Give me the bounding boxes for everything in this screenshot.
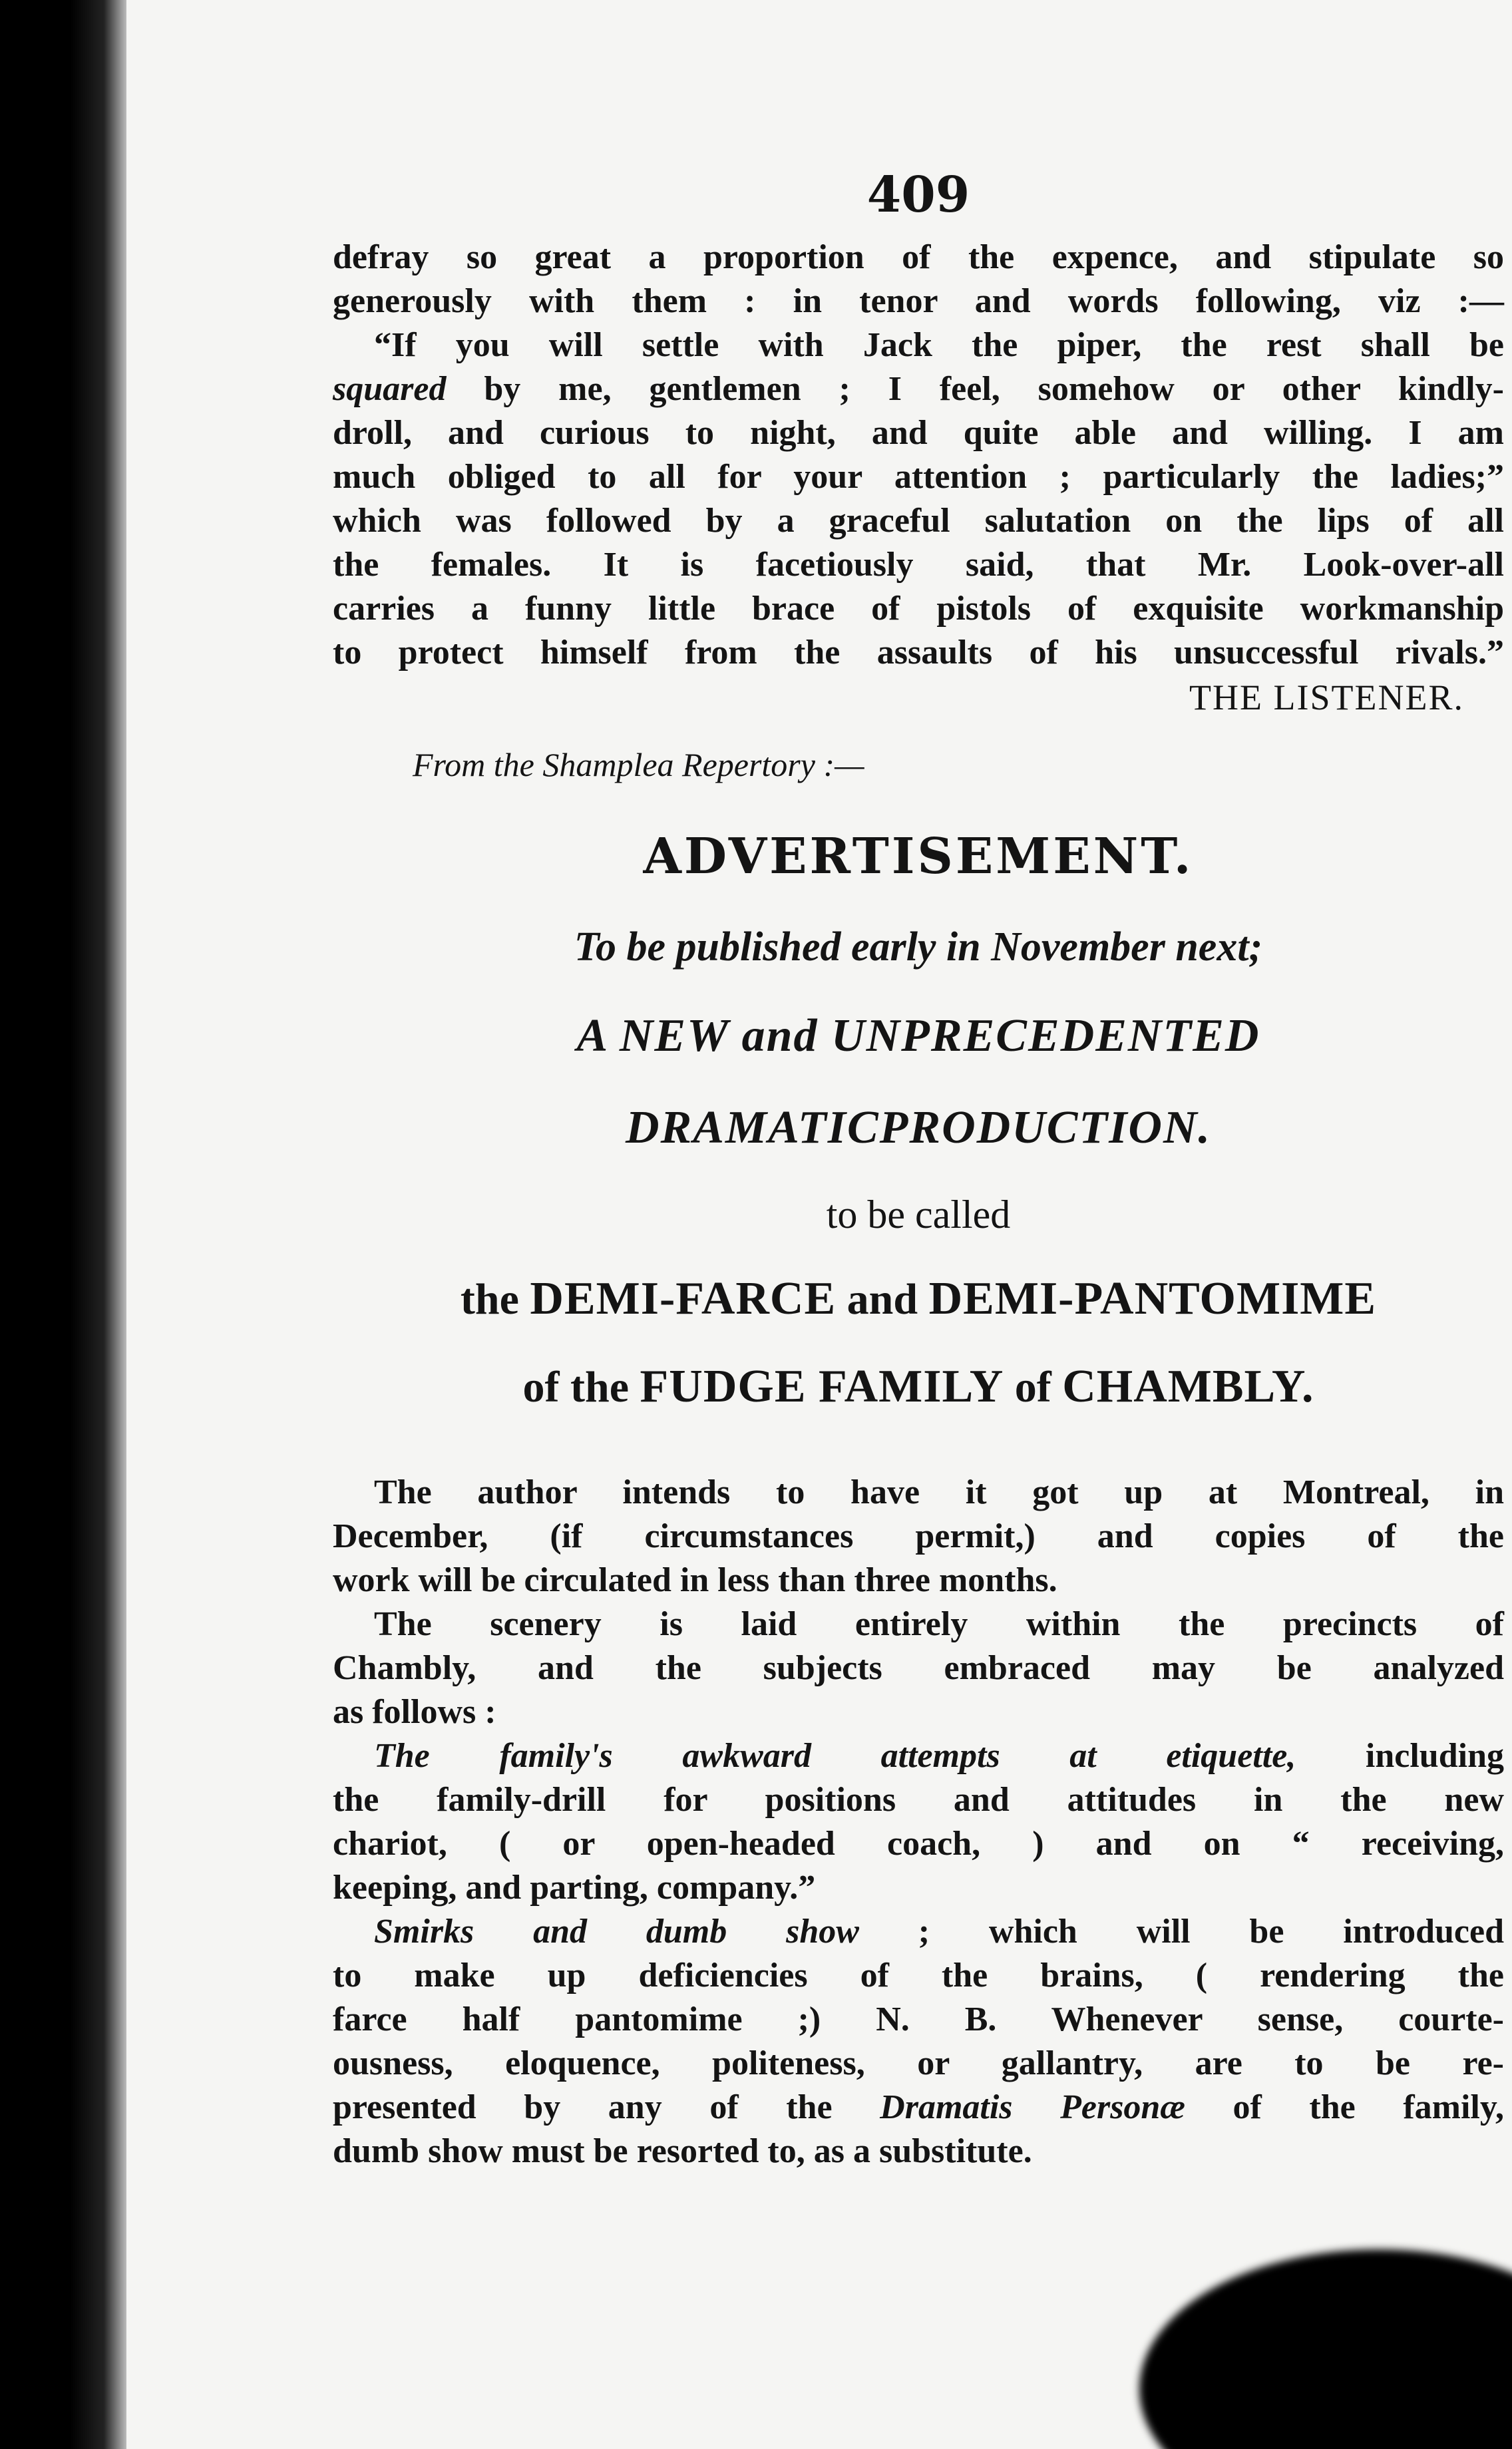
production-title-line-2 [333, 1360, 1504, 1413]
dramatis-line [333, 2086, 1504, 2130]
text-line: “If you will settle with Jack the piper, the rest shall be [374, 326, 1504, 364]
text-line: keeping, and parting, company.” [333, 1869, 816, 1907]
text-line: to make up deficiencies of the brains, ( rendering the [333, 1957, 1504, 1994]
text-line: the females. It is facetiously said, that Mr. Look-over-all [333, 546, 1504, 584]
text-run: by me, gentlemen ; I feel, somehow or other kindly- [446, 370, 1504, 408]
page-content [333, 166, 1504, 2173]
text-run: including [1296, 1737, 1504, 1775]
text-line: defray so great a proportion of the expence, and stipulate so [333, 238, 1504, 276]
text-run: presented by any of the [333, 2088, 880, 2126]
new-production-line: A NEW and UNPRECEDENTED [576, 1010, 1260, 1061]
page-number: 409 [866, 166, 970, 224]
listener-paragraph [333, 236, 1504, 675]
text-line: work will be circulated in less than three months. [333, 1561, 1057, 1599]
smirks-line [333, 1910, 1504, 1954]
text-line: generously with them : in tenor and words following, viz :— [333, 282, 1504, 320]
title-word: of [1014, 1363, 1051, 1412]
text-line: farce half pantomime ;) N. B. Whenever sense, courte- [333, 2000, 1504, 2038]
publication-date-line: To be published early in November next; [574, 924, 1263, 970]
text-line: dumb show must be resorted to, as a substitute. [333, 2132, 1032, 2170]
ink-blot-shadow [1139, 2249, 1512, 2449]
text-line: as follows : [333, 1693, 496, 1731]
page-gutter-shadow [70, 0, 126, 2449]
text-line: ousness, eloquence, politeness, or gallantry, are to be re- [333, 2044, 1504, 2082]
text-line: The author intends to have it got up at Montreal, in [374, 1473, 1504, 1511]
title-word: FUDGE FAMILY [640, 1361, 1004, 1412]
title-word: DEMI-FARCE [530, 1273, 837, 1324]
italic-phrase: Smirks and dumb show [374, 1913, 859, 1951]
title-word: DEMI-PANTOMIME [928, 1273, 1377, 1324]
title-word: the [460, 1275, 519, 1324]
text-line-squared [333, 367, 1504, 411]
text-line: December, (if circumstances permit,) and copies of the [333, 1517, 1504, 1555]
text-run: of the family, [1185, 2088, 1505, 2126]
text-line: The scenery is laid entirely within the precincts of [374, 1605, 1504, 1643]
text-line: to protect himself from the assaults of his unsuccessful rivals.” [333, 634, 1504, 671]
text-line: which was followed by a graceful salutation on the lips of all [333, 502, 1504, 540]
text-line: droll, and curious to night, and quite able and willing. I am [333, 414, 1504, 452]
title-word: of the [522, 1363, 630, 1412]
advertisement-heading: ADVERTISEMENT. [643, 828, 1194, 885]
document-page [126, 0, 1512, 2449]
text-line: carries a funny little brace of pistols of exquisite workmanship [333, 590, 1504, 628]
italic-word: squared [333, 370, 447, 408]
dramatic-production-line: DRAMATICPRODUCTION. [625, 1102, 1212, 1153]
source-line: From the Shamplea Repertory :— [413, 746, 864, 783]
text-line: chariot, ( or open-headed coach, ) and on “ receiving, [333, 1825, 1504, 1863]
text-line: the family-drill for positions and attitudes in the new [333, 1781, 1504, 1819]
italic-phrase: The family's awkward attempts at etiquette, [374, 1737, 1296, 1775]
title-word: and [847, 1275, 918, 1324]
advertisement-body [333, 1471, 1504, 2173]
production-title-line-1 [333, 1272, 1504, 1326]
to-be-called-line: to be called [826, 1193, 1011, 1236]
italic-phrase: Dramatis Personæ [880, 2088, 1185, 2126]
text-run: ; which will be introduced [858, 1913, 1505, 1951]
title-word: CHAMBLY. [1062, 1361, 1314, 1412]
signature: THE LISTENER. [1189, 677, 1464, 717]
etiquette-line [333, 1734, 1504, 1778]
text-line: much obliged to all for your attention ; particularly the ladies;” [333, 458, 1504, 496]
text-line: Chambly, and the subjects embraced may be analyzed [333, 1649, 1504, 1687]
